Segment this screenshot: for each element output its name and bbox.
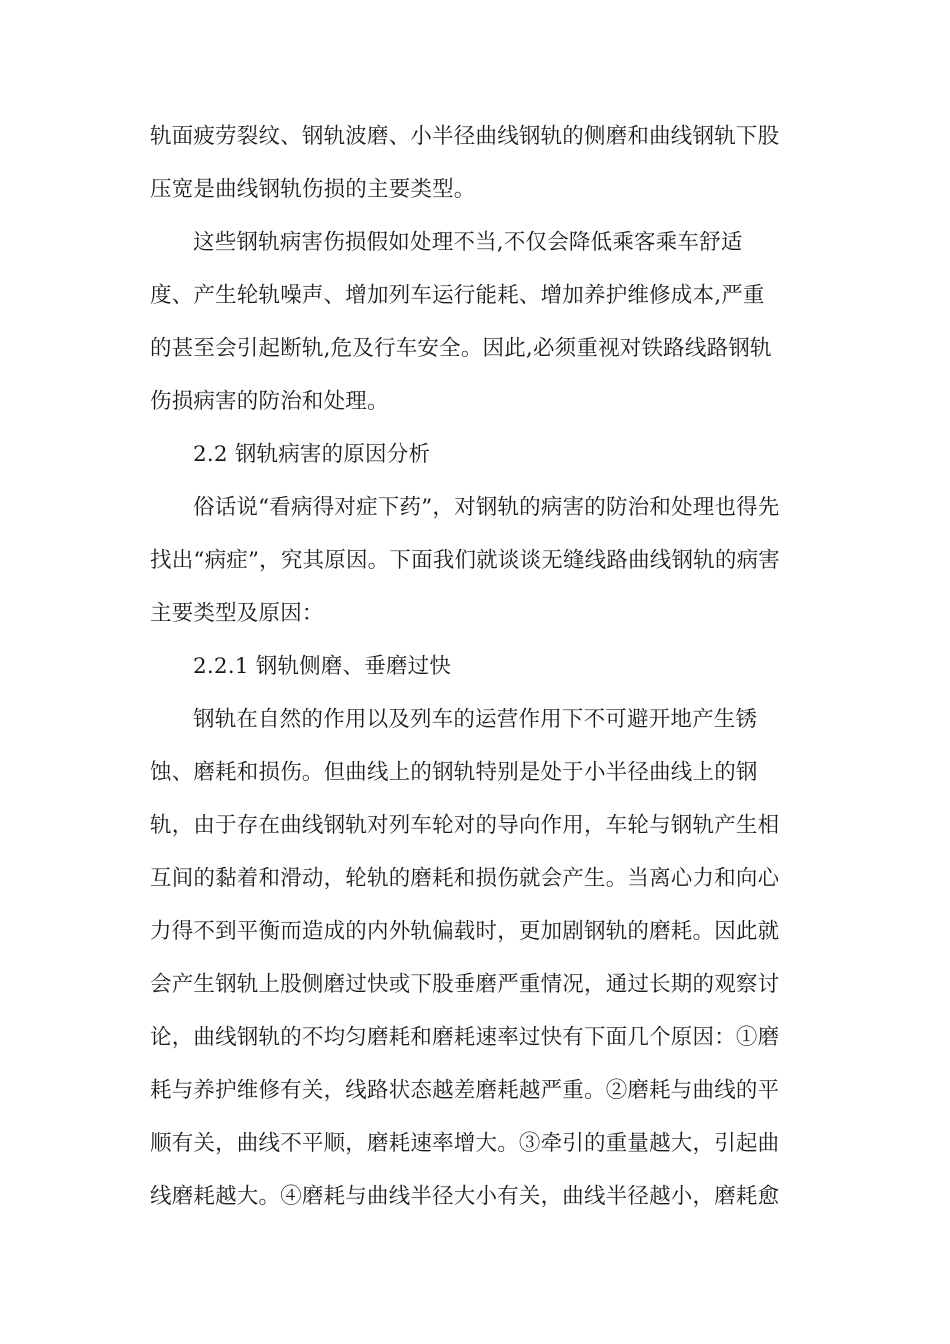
text-line: 线磨耗越大。④磨耗与曲线半径大小有关，曲线半径越小，磨耗愈 bbox=[150, 1184, 780, 1209]
text-line: 会产生钢轨上股侧磨过快或下股垂磨严重情况，通过长期的观察讨 bbox=[150, 972, 780, 997]
text-line: 压宽是曲线钢轨伤损的主要类型。 bbox=[150, 177, 476, 202]
text-line: 耗与养护维修有关，线路状态越差磨耗越严重。②磨耗与曲线的平 bbox=[150, 1078, 780, 1103]
text-line: 的甚至会引起断轨,危及行车安全。因此,必须重视对铁路线路钢轨 bbox=[150, 336, 772, 361]
text-line: 轨，由于存在曲线钢轨对列车轮对的导向作用，车轮与钢轨产生相 bbox=[150, 813, 780, 838]
text-line: 轨面疲劳裂纹、钢轨波磨、小半径曲线钢轨的侧磨和曲线钢轨下股 bbox=[150, 124, 780, 149]
paragraph-start: 钢轨在自然的作用以及列车的运营作用下不可避开地产生锈 bbox=[193, 707, 758, 732]
text-line: 互间的黏着和滑动，轮轨的磨耗和损伤就会产生。当离心力和向心 bbox=[150, 866, 780, 891]
text-line: 伤损病害的防治和处理。 bbox=[150, 389, 389, 414]
paragraph-start: 这些钢轨病害伤损假如处理不当,不仅会降低乘客乘车舒适 bbox=[193, 230, 743, 255]
text-line: 论，曲线钢轨的不均匀磨耗和磨耗速率过快有下面几个原因：①磨 bbox=[150, 1025, 780, 1050]
text-line: 主要类型及原因： bbox=[150, 601, 324, 626]
text-line: 顺有关，曲线不平顺，磨耗速率增大。③牵引的重量越大，引起曲 bbox=[150, 1131, 780, 1156]
paragraph-start: 俗话说“看病得对症下药”，对钢轨的病害的防治和处理也得先 bbox=[193, 495, 780, 520]
text-line: 度、产生轮轨噪声、增加列车运行能耗、增加养护维修成本,严重 bbox=[150, 283, 765, 308]
text-line: 蚀、磨耗和损伤。但曲线上的钢轨特别是处于小半径曲线上的钢 bbox=[150, 760, 758, 785]
text-line: 找出“病症”，究其原因。下面我们就谈谈无缝线路曲线钢轨的病害 bbox=[150, 548, 780, 573]
text-line: 力得不到平衡而造成的内外轨偏载时，更加剧钢轨的磨耗。因此就 bbox=[150, 919, 780, 944]
section-heading: 2.2 钢轨病害的原因分析 bbox=[193, 442, 431, 467]
subsection-heading: 2.2.1 钢轨侧磨、垂磨过快 bbox=[193, 654, 452, 679]
